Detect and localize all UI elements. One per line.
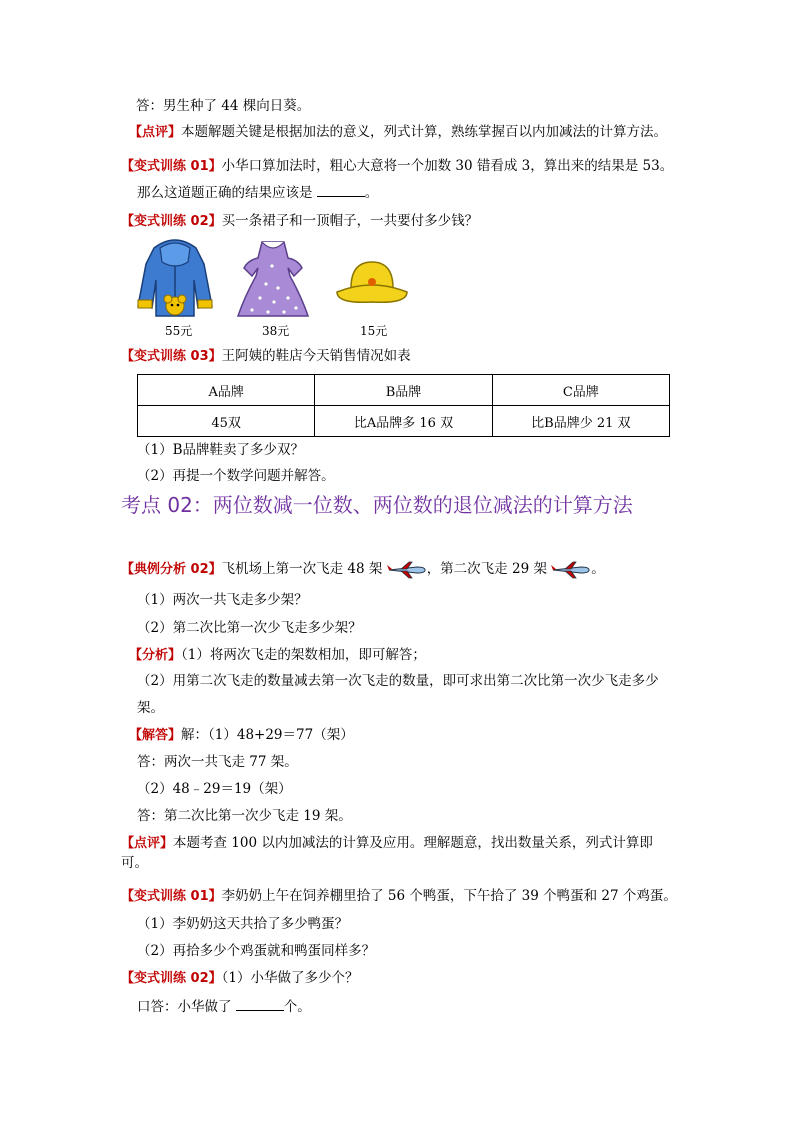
answer-period: 。 <box>364 185 379 201</box>
oral-answer-unit: 个。 <box>283 999 311 1015</box>
exercise-01-answer-line <box>137 184 378 202</box>
exercise-text: 王阿姨的鞋店今天销售情况如表 <box>221 348 411 364</box>
exercise-text: 小华口算加法时，粗心大意将一个加数 30 错看成 3，算出来的结果是 53。 <box>221 158 674 174</box>
question-2: （2）再提一个数学问题并解答。 <box>137 468 335 484</box>
oral-answer-blank[interactable] <box>236 998 284 1011</box>
exercise-tag: 【变式训练 02】 <box>121 214 222 229</box>
exercise-01 <box>121 157 673 176</box>
table-cell: 比B品牌少 21 双 <box>492 406 669 437</box>
comment-tag: 【点评】 <box>121 836 174 851</box>
dress-image <box>236 236 310 320</box>
analysis-line-2-cont: 架。 <box>137 700 164 716</box>
table-cell: 比A品牌多 16 双 <box>315 406 492 437</box>
dress-price: 38元 <box>262 324 290 338</box>
exercise-01-b <box>121 887 677 906</box>
analysis-line-1: （1）将两次飞走的架数相加，即可解答； <box>181 647 426 663</box>
example-question-1: （1）两次一共飞走多少架？ <box>137 592 308 608</box>
exercise-tag: 【变式训练 01】 <box>121 159 222 174</box>
exercise-03 <box>121 347 411 366</box>
solution-tag: 【解答】 <box>129 728 182 743</box>
table-header: B品牌 <box>315 375 492 406</box>
oral-answer-line <box>137 998 311 1016</box>
comment-line-1: 本题考查 100 以内加减法的计算及应用。理解题意，找出数量关系，列式计算即 <box>173 835 653 851</box>
solution <box>129 726 354 745</box>
comment-line-2: 可。 <box>121 855 148 871</box>
exercise-02-b <box>121 969 358 988</box>
table-header: C品牌 <box>492 375 669 406</box>
comment <box>129 123 667 142</box>
analysis <box>129 646 426 665</box>
exercise-tag: 【变式训练 01】 <box>121 889 222 904</box>
table-header: A品牌 <box>138 375 315 406</box>
oral-answer-prompt: 口答：小华做了 <box>137 999 232 1015</box>
comment-text: 本题解题关键是根据加法的意义，列式计算，熟练掌握百以内加减法的计算方法。 <box>181 124 668 140</box>
analysis-line-2: （2）用第二次飞走的数量减去第一次飞走的数量，即可求出第二次比第一次少飞走多少 <box>137 673 659 689</box>
example-comment <box>121 834 653 853</box>
hat-image <box>333 258 411 308</box>
exercise-tag: 【变式训练 02】 <box>121 971 222 986</box>
exercise-text: 买一条裙子和一顶帽子，一共要付多少钱？ <box>221 213 479 229</box>
exercise-text: （1）小华做了多少个？ <box>221 970 359 986</box>
example-question-2: （2）第二次比第一次少飞走多少架？ <box>137 620 362 636</box>
example-text-b: ，第二次飞走 29 架 <box>426 561 547 577</box>
answer-line: 答：男生种了 44 棵向日葵。 <box>136 98 311 114</box>
exercise-text: 李奶奶上午在饲养棚里拾了 56 个鸭蛋，下午拾了 39 个鸭蛋和 27 个鸡蛋。 <box>221 888 677 904</box>
question-1: （1）B品牌鞋卖了多少双？ <box>137 442 305 458</box>
table-cell: 45双 <box>138 406 315 437</box>
jacket-image <box>134 236 216 320</box>
example-text-a: 飞机场上第一次飞走 48 架 <box>221 561 383 577</box>
answer-prompt: 那么这道题正确的结果应该是 <box>137 185 313 201</box>
exercise-question-1: （1）李奶奶这天共拾了多少鸭蛋？ <box>137 916 349 932</box>
analysis-tag: 【分析】 <box>129 648 182 663</box>
jacket-price: 55元 <box>165 324 193 338</box>
hat-price: 15元 <box>360 324 388 338</box>
sales-table <box>137 374 670 437</box>
example-02 <box>121 560 605 579</box>
solution-answer-2: 答：第二次比第一次少飞走 19 架。 <box>137 808 352 824</box>
comment-tag: 【点评】 <box>129 125 182 140</box>
exercise-02 <box>121 212 478 231</box>
airplane-icon <box>387 561 427 579</box>
exercise-question-2: （2）再拾多少个鸡蛋就和鸭蛋同样多？ <box>137 943 376 959</box>
solution-line-1: 解：（1）48+29＝77（架） <box>181 727 354 743</box>
answer-blank[interactable] <box>317 184 365 197</box>
example-tag: 【典例分析 02】 <box>121 562 222 577</box>
section-heading: 考点 02：两位数减一位数、两位数的退位减法的计算方法 <box>121 493 633 517</box>
solution-line-2: （2）48﹣29＝19（架） <box>137 781 292 797</box>
example-text-c: 。 <box>591 561 605 577</box>
solution-answer-1: 答：两次一共飞走 77 架。 <box>137 754 298 770</box>
table-row <box>138 406 670 437</box>
table-header-row <box>138 375 670 406</box>
exercise-tag: 【变式训练 03】 <box>121 349 222 364</box>
airplane-icon <box>551 561 591 579</box>
